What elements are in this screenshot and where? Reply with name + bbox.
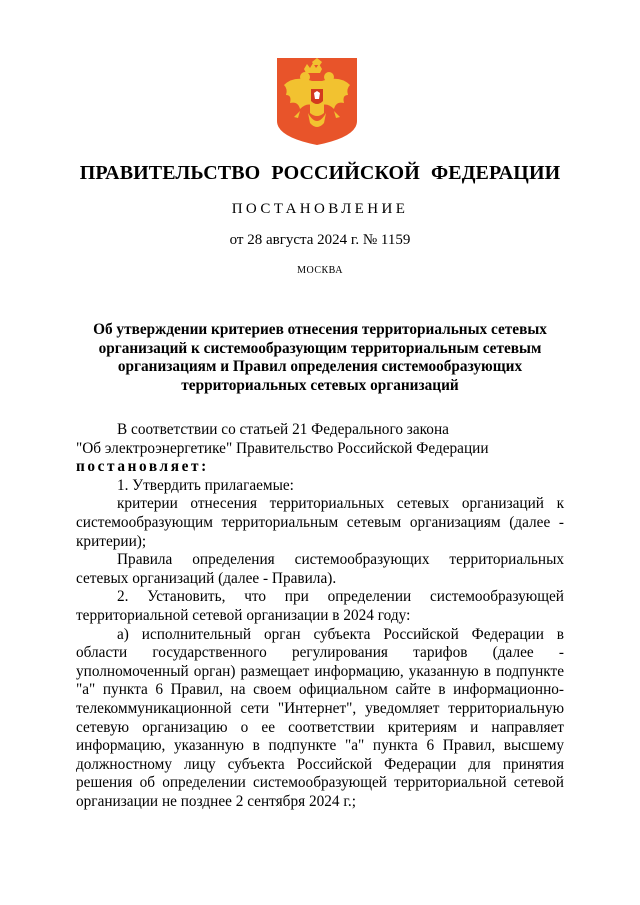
- document-subject: [76, 321, 564, 395]
- paragraph-rules: Правила определения системообразующих территориальных сетевых организаций (далее - Правила).: [76, 551, 564, 587]
- paragraph-criteria: критерии отнесения территориальных сетевых организаций к системообразующим территориальным сетевым организациям (далее - критерии);: [76, 495, 564, 550]
- resolves-word: [76, 458, 564, 477]
- subject-line: организациям и Правил определения системообразующих: [117, 358, 523, 375]
- city: МОСКВА: [297, 265, 343, 276]
- resolves-text: постановляет:: [76, 458, 209, 476]
- document-type: ПОСТАНОВЛЕНИЕ: [231, 201, 409, 217]
- paragraph-preamble-line1: В соответствии со статьей 21 Федерального закона: [117, 421, 449, 438]
- paragraph-item-2: 2. Установить, что при определении системообразующей территориальной сетевой организации в 2024 году:: [76, 588, 564, 624]
- paragraph-item-2a: а) исполнительный орган субъекта Российской Федерации в области государственного регулирования тарифов (далее - уполномоченный орган) размещает информацию, указанную в подпункте "а" пункта 6 Правил, на своем официальном сайте в информационно-телекоммуникационной сети "Интернет", уведомляет территориальную сетевую организацию о ее соответствии критериям и направляет информацию, указанную в подпункте "а" пункта 6 Правил, высшему должностному лицу субъекта Российской Федерации для принятия решения об определении системообразующей территориальной сетевой организации не позднее 2 сентября 2024 г.;: [76, 625, 564, 810]
- subject-line: территориальных сетевых организаций: [181, 376, 459, 394]
- subject-line: Об утверждении критериев отнесения территориальных сетевых: [93, 321, 547, 338]
- paragraph-item-1: 1. Утвердить прилагаемые:: [117, 476, 294, 494]
- government-title: ПРАВИТЕЛЬСТВО РОССИЙСКОЙ ФЕДЕРАЦИИ: [79, 162, 561, 184]
- document-body: [76, 421, 564, 811]
- subject-line: организаций к системообразующим территориальным сетевым: [98, 339, 542, 357]
- date-and-number: от 28 августа 2024 г. № 1159: [229, 232, 411, 248]
- paragraph-preamble-line2: "Об электроэнергетике" Правительство Российской Федерации: [76, 439, 489, 457]
- coat-of-arms-icon: [274, 55, 360, 147]
